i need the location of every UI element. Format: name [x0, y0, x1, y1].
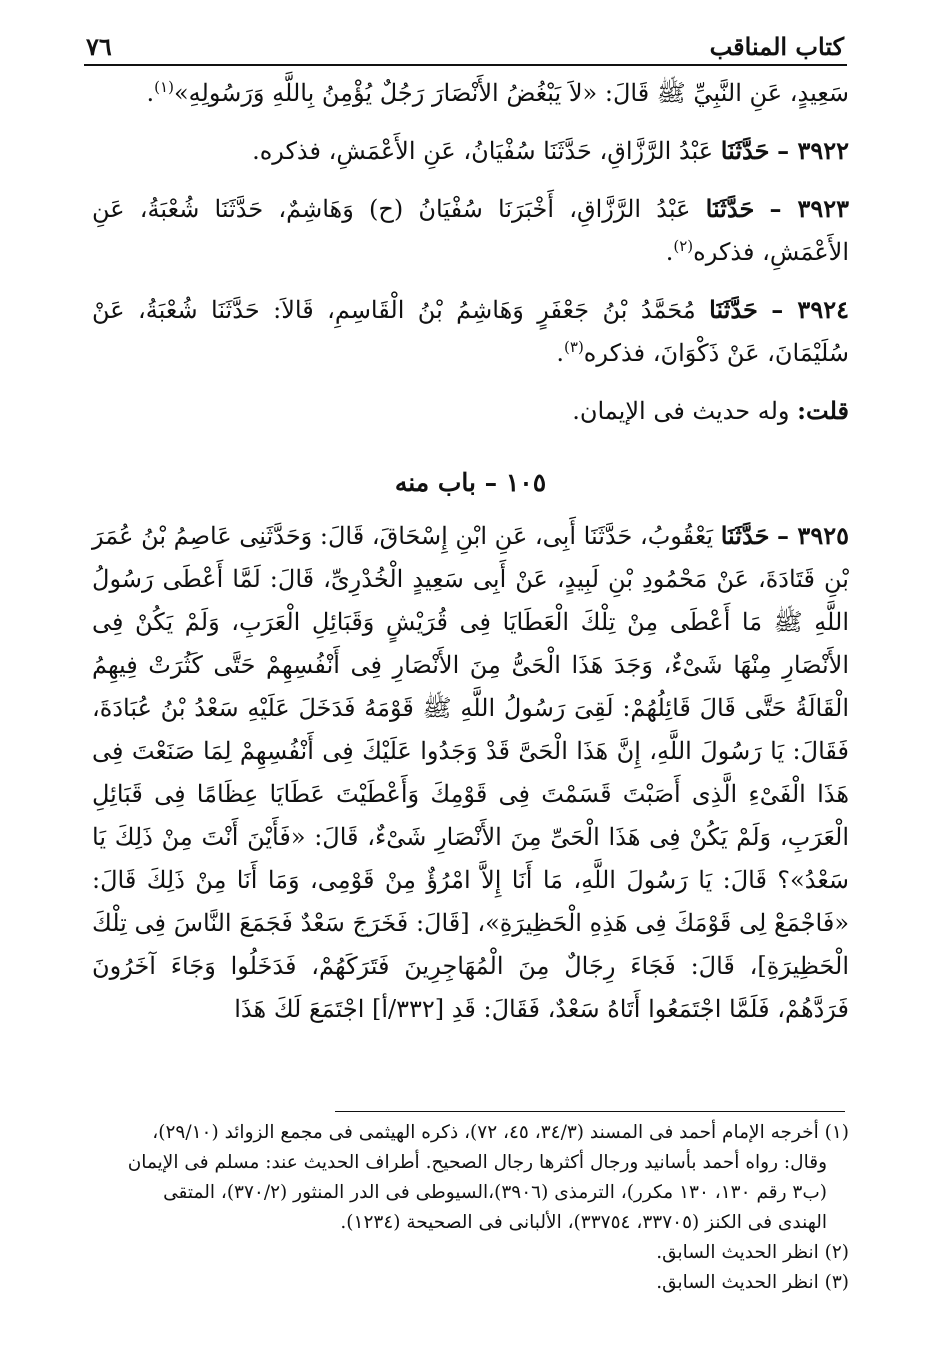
hadith-intro: حَدَّثَنَا: [705, 194, 755, 223]
footnote-1-line: (١) أخرجه الإمام أحمد فى المسند (٣٤/٣، ٤٥، ٧٢)، ذكره الهيثمى فى مجمع الزوائد (٢٩/١٠)،: [152, 1122, 849, 1143]
hadith-3923: ٣٩٢٣ – حَدَّثَنَا عَبْدُ الرَّزَّاقِ، أَخْبَرَنَا سُفْيَانُ (ح) وَهَاشِمٌ، حَدَّثَنَا شُعْبَةُ، عَنِ الأَعْمَشِ، فذكره$^{(٢)}$.: [92, 194, 849, 266]
main-text: [92, 72, 849, 1031]
editor-note: [92, 389, 849, 433]
qult-text: وله حديث فى الإيمان.: [572, 397, 790, 425]
page-number: ٧٦: [86, 32, 112, 61]
footnote-3: (٣) انظر الحديث السابق.: [656, 1272, 849, 1293]
header-rule: [84, 64, 847, 66]
footnote-1-line: الهندى فى الكنز (٣٣٧٠٥، ٣٣٧٥٤)، الألبانى فى الصحيحة (١٢٣٤).: [340, 1212, 827, 1233]
hadith-intro: حَدَّثَنَا: [709, 295, 758, 324]
paragraph-continuation: سَعِيدٍ، عَنِ النَّبِيِّ ﷺ قَالَ: «لاَ يَبْغُضُ الأَنْصَارَ رَجُلٌ يُؤْمِنُ بِاللَّهِ وَرَسُولِهِ»$^{(١)}$.: [146, 78, 849, 107]
hadith-number: ٣٩٢٢ –: [777, 136, 849, 165]
hadith-number: ٣٩٢٥ –: [777, 521, 849, 550]
footnote-rule: [335, 1111, 845, 1112]
hadith-intro: حَدَّثَنَا: [720, 136, 770, 165]
book-title: كتاب المناقب: [709, 32, 844, 61]
hadith-intro: حَدَّثَنَا: [720, 521, 770, 550]
qult-label: قلت:: [797, 396, 849, 425]
footnote-ref-3: (٣): [564, 338, 584, 356]
footnote-ref-2: (٢): [673, 237, 694, 255]
chapter-heading: ١٠٥ – باب منه: [394, 468, 547, 497]
footnote-2: (٢) انظر الحديث السابق.: [656, 1242, 849, 1263]
hadith-text: يَعْقُوبُ، حَدَّثَنَا أَبِى، عَنِ ابْنِ إِسْحَاقَ، قَالَ: وَحَدَّثَنِى عَاصِمُ بْنُ عُمَرَ بْنِ قَتَادَةَ، عَنْ مَحْمُودِ بْنِ لَبِيدٍ، عَنْ أَبِى سَعِيدٍ الْخُدْرِىِّ، قَالَ: لَمَّا أَعْطَى رَسُولُ اللَّهِ ﷺ مَا أَعْطَى مِنْ تِلْكَ الْعَطَايَا فِى قُرَيْشٍ وَقَبَائِلِ الْعَرَبِ، وَلَمْ يَكُنْ فِى الأَنْصَارِ مِنْهَا شَىْءٌ، وَجَدَ هَذَا الْحَىُّ مِنَ الأَنْصَارِ فِى أَنْفُسِهِمْ حَتَّى كَثُرَتْ فِيهِمُ الْقَالَةُ حَتَّى قَالَ قَائِلُهُمْ: لَقِىَ رَسُولُ اللَّهِ ﷺ قَوْمَهُ فَدَخَلَ عَلَيْهِ سَعْدُ بْنُ عُبَادَةَ، فَقَالَ: يَا رَسُولَ اللَّهِ، إِنَّ هَذَا الْحَىَّ قَدْ وَجَدُوا عَلَيْكَ فِى أَنْفُسِهِمْ لِمَا صَنَعْتَ فِى هَذَا الْفَىْءِ الَّذِى أَصَبْتَ قَسَمْتَ فِى قَوْمِكَ وَأَعْطَيْتَ عَطَايَا عِظَامًا فِى قَبَائِلِ الْعَرَبِ، وَلَمْ يَكُنْ فِى هَذَا الْحَىِّ مِنَ الأَنْصَارِ شَىْءٌ، قَالَ: «فَأَيْنَ أَنْتَ مِنْ ذَلِكَ يَا سَعْدُ»؟ قَالَ: يَا رَسُولَ اللَّهِ، مَا أَنَا إِلاَّ امْرُؤٌ مِنْ قَوْمِى، وَمَا أَنَا مِنْ ذَلِكَ قَالَ: «فَاجْمَعْ لِى قَوْمَكَ فِى هَذِهِ الْحَظِيرَةِ»، [قَالَ: فَخَرَجَ سَعْدٌ فَجَمَعَ النَّاسَ فِى تِلْكَ الْحَظِيرَةِ]، قَالَ: فَجَاءَ رِجَالٌ مِنَ الْمُهَاجِرِينَ فَتَرَكَهُمْ، فَدَخَلُوا وَجَاءَ آخَرُونَ فَرَدَّهُمْ، فَلَمَّا اجْتَمَعُوا أَتَاهُ سَعْدٌ، فَقَالَ: قَدِ [٣٣٢/أ] اجْتَمَعَ لَكَ هَذَا: [92, 522, 849, 1023]
footnote-1-line: (ب٣ رقم ١٣٠، ١٣٠ مكرر)، الترمذى (٣٩٠٦)،السيوطى فى الدر المنثور (٣٧٠/٢)، المتقى: [163, 1182, 827, 1203]
footnotes: [92, 1118, 849, 1298]
hadith-number: ٣٩٢٣ –: [769, 194, 849, 223]
footnote-1-line: وقال: رواه أحمد بأسانيد ورجال أكثرها رجال الصحيح. أطراف الحديث عند: مسلم فى الإيمان: [127, 1152, 827, 1173]
page-header: [86, 27, 844, 61]
hadith-number: ٣٩٢٤ –: [771, 295, 849, 324]
hadith-text: عَبْدُ الرَّزَّاقِ، أَخْبَرَنَا سُفْيَانُ (ح) وَهَاشِمٌ، حَدَّثَنَا شُعْبَةُ، عَنِ الأَعْمَشِ، فذكره: [92, 195, 849, 266]
footnote-ref-1: (١): [154, 78, 174, 96]
hadith-3924: ٣٩٢٤ – حَدَّثَنَا مُحَمَّدُ بْنُ جَعْفَرٍ وَهَاشِمُ بْنُ الْقَاسِمِ، قَالاَ: حَدَّثَنَا شُعْبَةُ، عَنْ سُلَيْمَانَ، عَنْ ذَكْوَانَ، فذكره$^{(٣)}$.: [92, 295, 849, 367]
hadith-text: مُحَمَّدُ بْنُ جَعْفَرٍ وَهَاشِمُ بْنُ الْقَاسِمِ، قَالاَ: حَدَّثَنَا شُعْبَةُ، عَنْ سُلَيْمَانَ، عَنْ ذَكْوَانَ، فذكره: [92, 296, 849, 367]
hadith-3925: [92, 514, 849, 1031]
hadith-text: عَبْدُ الرَّزَّاقِ، حَدَّثَنَا سُفْيَانُ، عَنِ الأَعْمَشِ، فذكره.: [252, 137, 714, 165]
hadith-3922: [92, 129, 849, 173]
